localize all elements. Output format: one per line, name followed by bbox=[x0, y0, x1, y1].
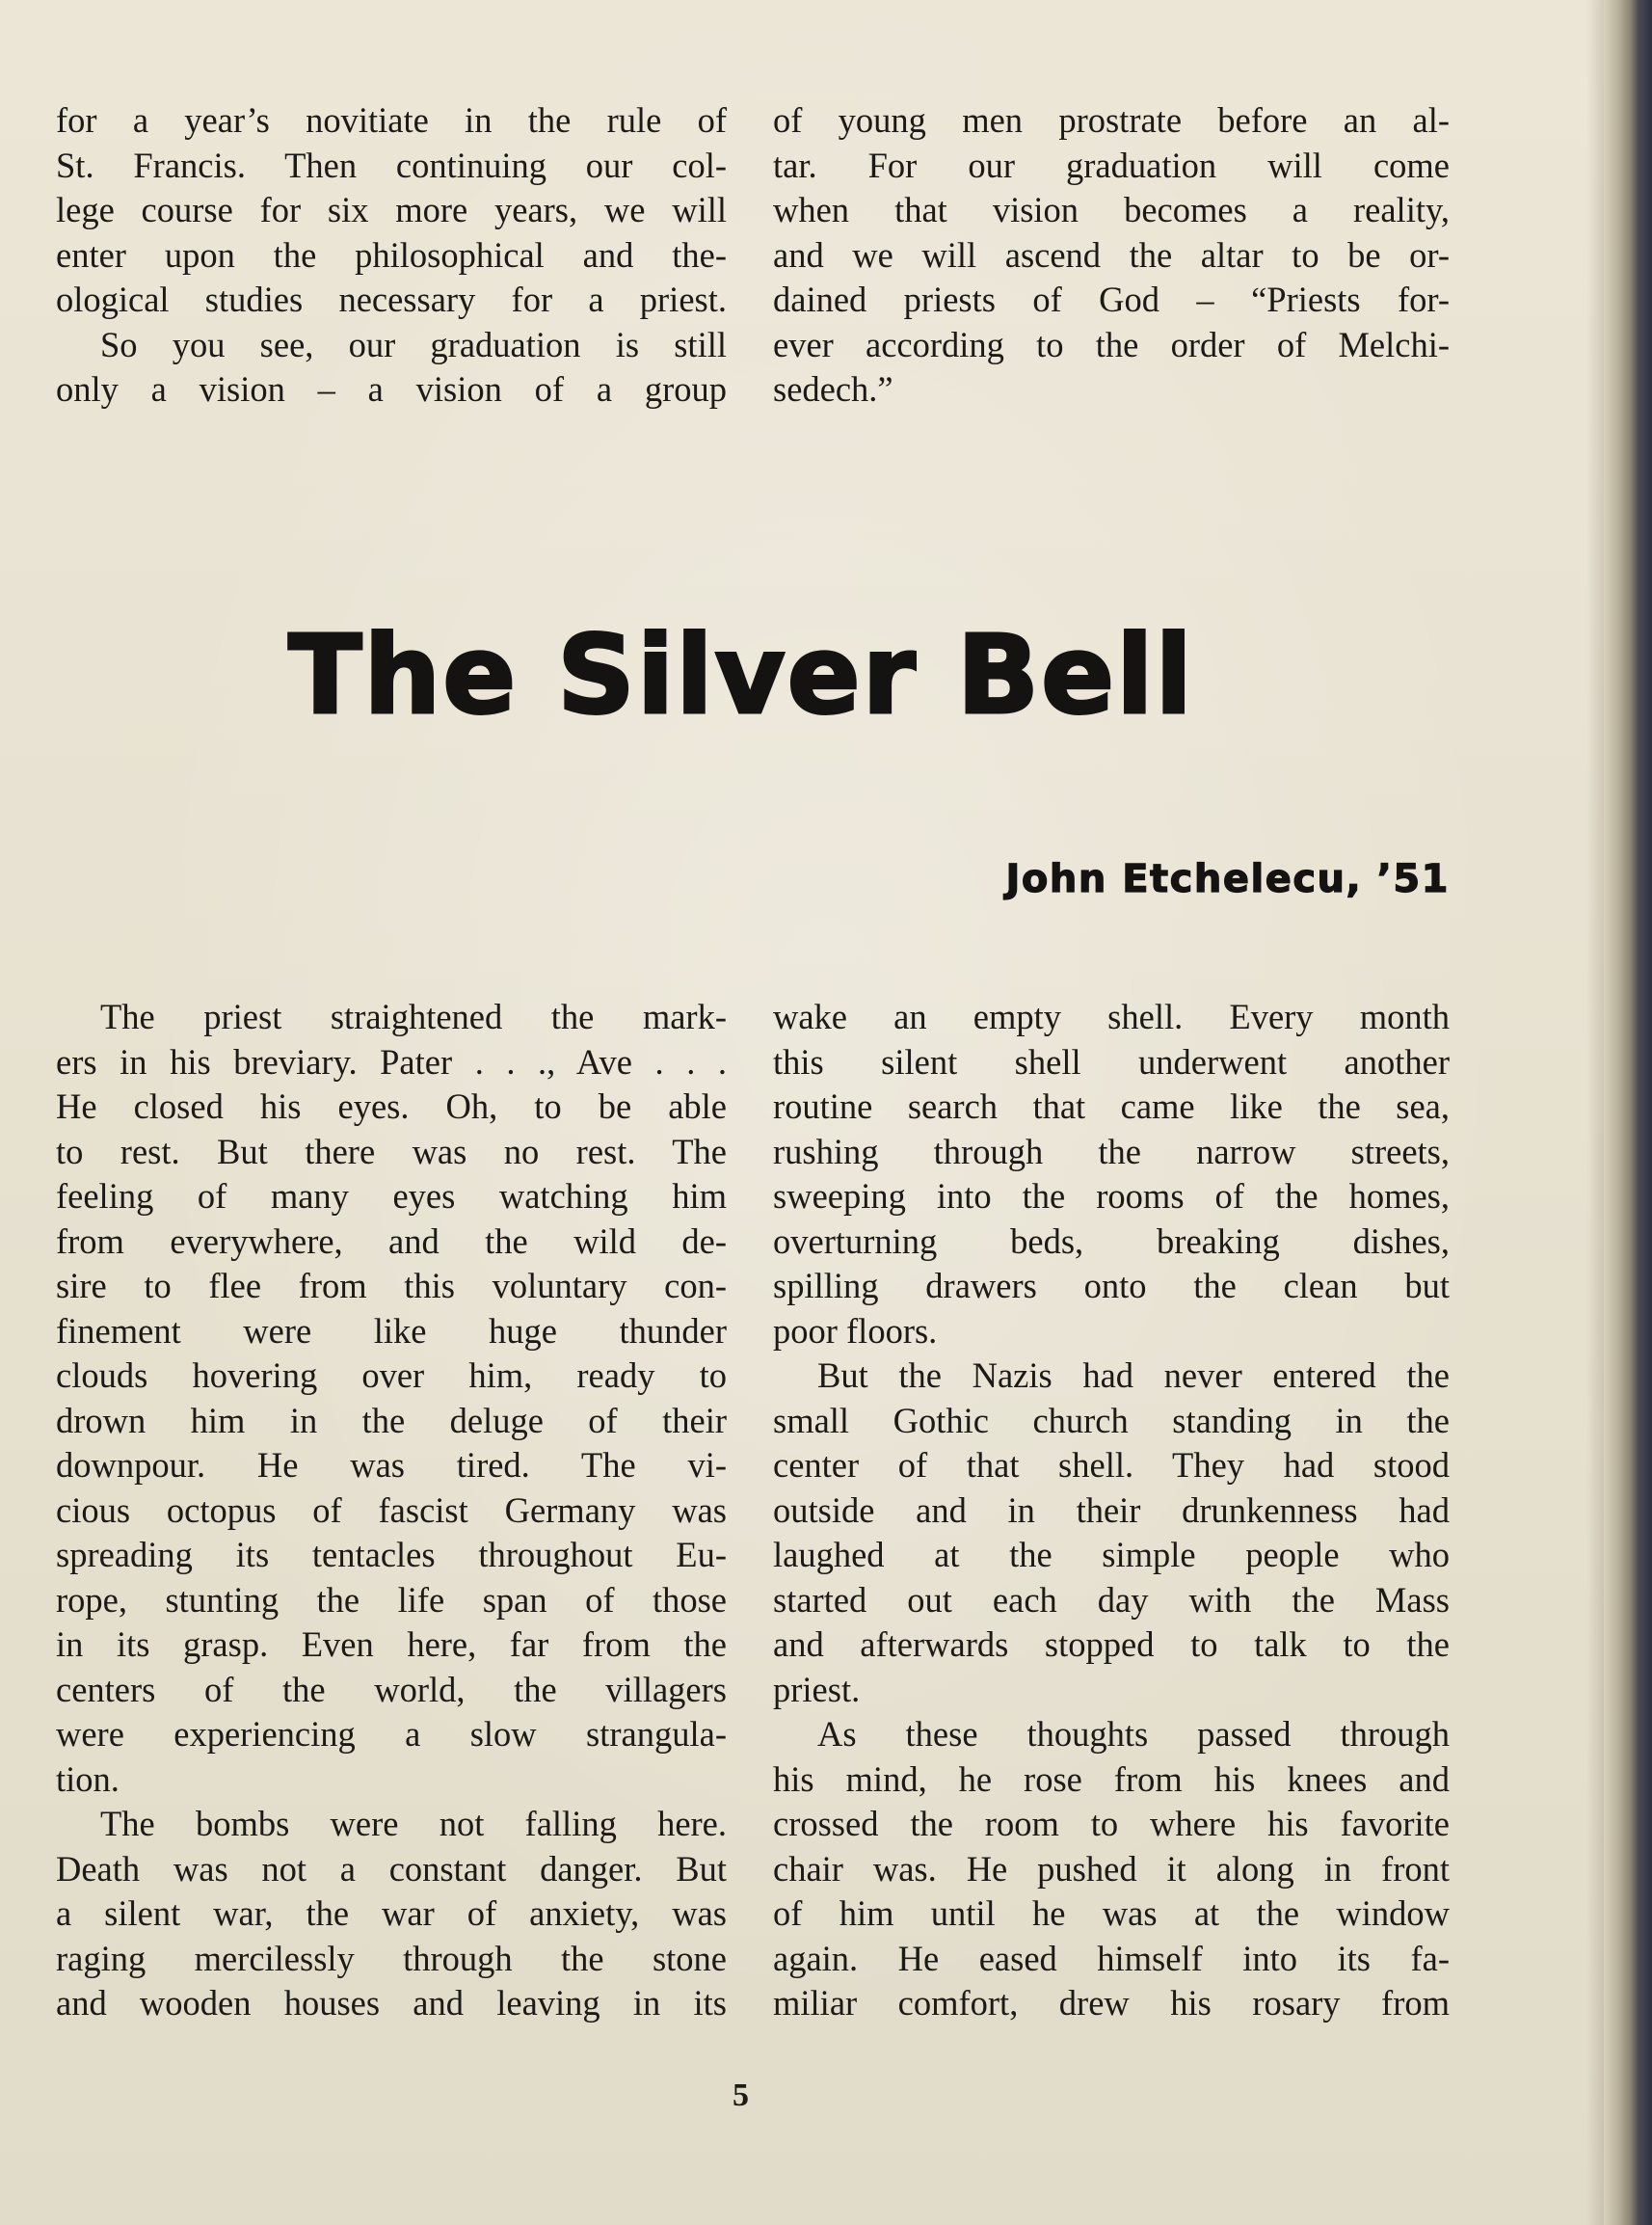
text-line: outside and in their drunkenness had bbox=[773, 1489, 1450, 1530]
text-line: The bombs were not falling here. bbox=[100, 1804, 727, 1843]
article-title bbox=[0, 613, 1652, 738]
text-line: ological studies necessary for a priest. bbox=[56, 280, 727, 319]
text-line: laughed at the simple people who bbox=[773, 1535, 1450, 1574]
text-line: But the Nazis had never entered the bbox=[817, 1355, 1450, 1395]
text-line: in its grasp. Even here, far from the bbox=[56, 1624, 727, 1664]
text-line: finement were like huge thunder bbox=[56, 1310, 727, 1351]
text-line: As these thoughts passed through bbox=[817, 1714, 1450, 1754]
text-line: sire to flee from this voluntary con- bbox=[56, 1266, 727, 1305]
text-line: and wooden houses and leaving in its bbox=[56, 1983, 727, 2023]
text-line: priest. bbox=[773, 1669, 861, 1709]
page-gutter-shadow bbox=[1586, 0, 1604, 2225]
text-line: rushing through the narrow streets, bbox=[773, 1131, 1450, 1171]
text-line: enter upon the philosophical and the- bbox=[56, 234, 727, 275]
text-line: St. Francis. Then continuing our col- bbox=[56, 145, 727, 185]
text-line: He closed his eyes. Oh, to be able bbox=[56, 1086, 727, 1126]
text-line: sweeping into the rooms of the homes, bbox=[773, 1176, 1450, 1216]
previous-article-right-column bbox=[773, 98, 1450, 413]
text-line: ers in his breviary. Pater . . ., Ave . . . bbox=[56, 1041, 727, 1082]
text-line: were experiencing a slow strangula- bbox=[56, 1714, 727, 1754]
book-binding-edge bbox=[1604, 0, 1652, 2225]
text-line: lege course for six more years, we will bbox=[56, 190, 727, 229]
text-line: only a vision – a vision of a group bbox=[56, 369, 727, 409]
text-line: spilling drawers onto the clean but bbox=[773, 1266, 1450, 1305]
text-line: centers of the world, the villagers bbox=[56, 1669, 727, 1709]
text-line: for a year’s novitiate in the rule of bbox=[56, 100, 727, 140]
article-title-text: The Silver Bell bbox=[288, 613, 1194, 738]
text-line: routine search that came like the sea, bbox=[773, 1086, 1450, 1126]
previous-article-left-column bbox=[56, 98, 727, 413]
text-line: The priest straightened the mark- bbox=[100, 997, 727, 1036]
text-line: drown him in the deluge of their bbox=[56, 1400, 727, 1440]
text-line: his mind, he rose from his knees and bbox=[773, 1758, 1450, 1799]
text-line: and we will ascend the altar to be or- bbox=[773, 234, 1450, 275]
text-line: overturning beds, breaking dishes, bbox=[773, 1220, 1450, 1261]
text-line: So you see, our graduation is still bbox=[100, 324, 727, 364]
story-left-column bbox=[56, 995, 727, 2026]
story-right-column bbox=[773, 995, 1450, 2026]
text-line: cious octopus of fascist Germany was bbox=[56, 1489, 727, 1530]
text-line: dained priests of God – “Priests for- bbox=[773, 280, 1450, 319]
text-line: Death was not a constant danger. But bbox=[56, 1848, 727, 1889]
text-line: from everywhere, and the wild de- bbox=[56, 1220, 727, 1261]
text-line: small Gothic church standing in the bbox=[773, 1400, 1450, 1440]
text-line: spreading its tentacles throughout Eu- bbox=[56, 1535, 727, 1574]
text-line: feeling of many eyes watching him bbox=[56, 1176, 727, 1216]
text-line: when that vision becomes a reality, bbox=[773, 190, 1450, 229]
text-line: to rest. But there was no rest. The bbox=[56, 1131, 727, 1171]
page-number: 5 bbox=[733, 2078, 749, 2113]
text-line: of him until he was at the window bbox=[773, 1893, 1450, 1933]
text-line: a silent war, the war of anxiety, was bbox=[56, 1893, 727, 1933]
text-line: rope, stunting the life span of those bbox=[56, 1579, 727, 1620]
article-byline: John Etchelecu, ’51 bbox=[1005, 857, 1450, 901]
text-line: downpour. He was tired. The vi- bbox=[56, 1445, 727, 1485]
text-line: raging mercilessly through the stone bbox=[56, 1938, 727, 1978]
text-line: poor floors. bbox=[773, 1310, 938, 1351]
text-line: sedech.” bbox=[773, 369, 893, 409]
text-line: clouds hovering over him, ready to bbox=[56, 1355, 727, 1395]
text-line: and afterwards stopped to talk to the bbox=[773, 1624, 1450, 1664]
text-line: started out each day with the Mass bbox=[773, 1579, 1450, 1620]
text-line: miliar comfort, drew his rosary from bbox=[773, 1983, 1450, 2023]
text-line: tion. bbox=[56, 1758, 120, 1799]
text-line: this silent shell underwent another bbox=[773, 1041, 1450, 1082]
text-line: wake an empty shell. Every month bbox=[773, 997, 1450, 1036]
text-line: chair was. He pushed it along in front bbox=[773, 1848, 1450, 1889]
text-line: tar. For our graduation will come bbox=[773, 145, 1450, 185]
text-line: center of that shell. They had stood bbox=[773, 1445, 1450, 1485]
text-line: crossed the room to where his favorite bbox=[773, 1804, 1450, 1843]
text-line: ever according to the order of Melchi- bbox=[773, 324, 1450, 364]
text-line: of young men prostrate before an al- bbox=[773, 100, 1450, 140]
text-line: again. He eased himself into its fa- bbox=[773, 1938, 1450, 1978]
